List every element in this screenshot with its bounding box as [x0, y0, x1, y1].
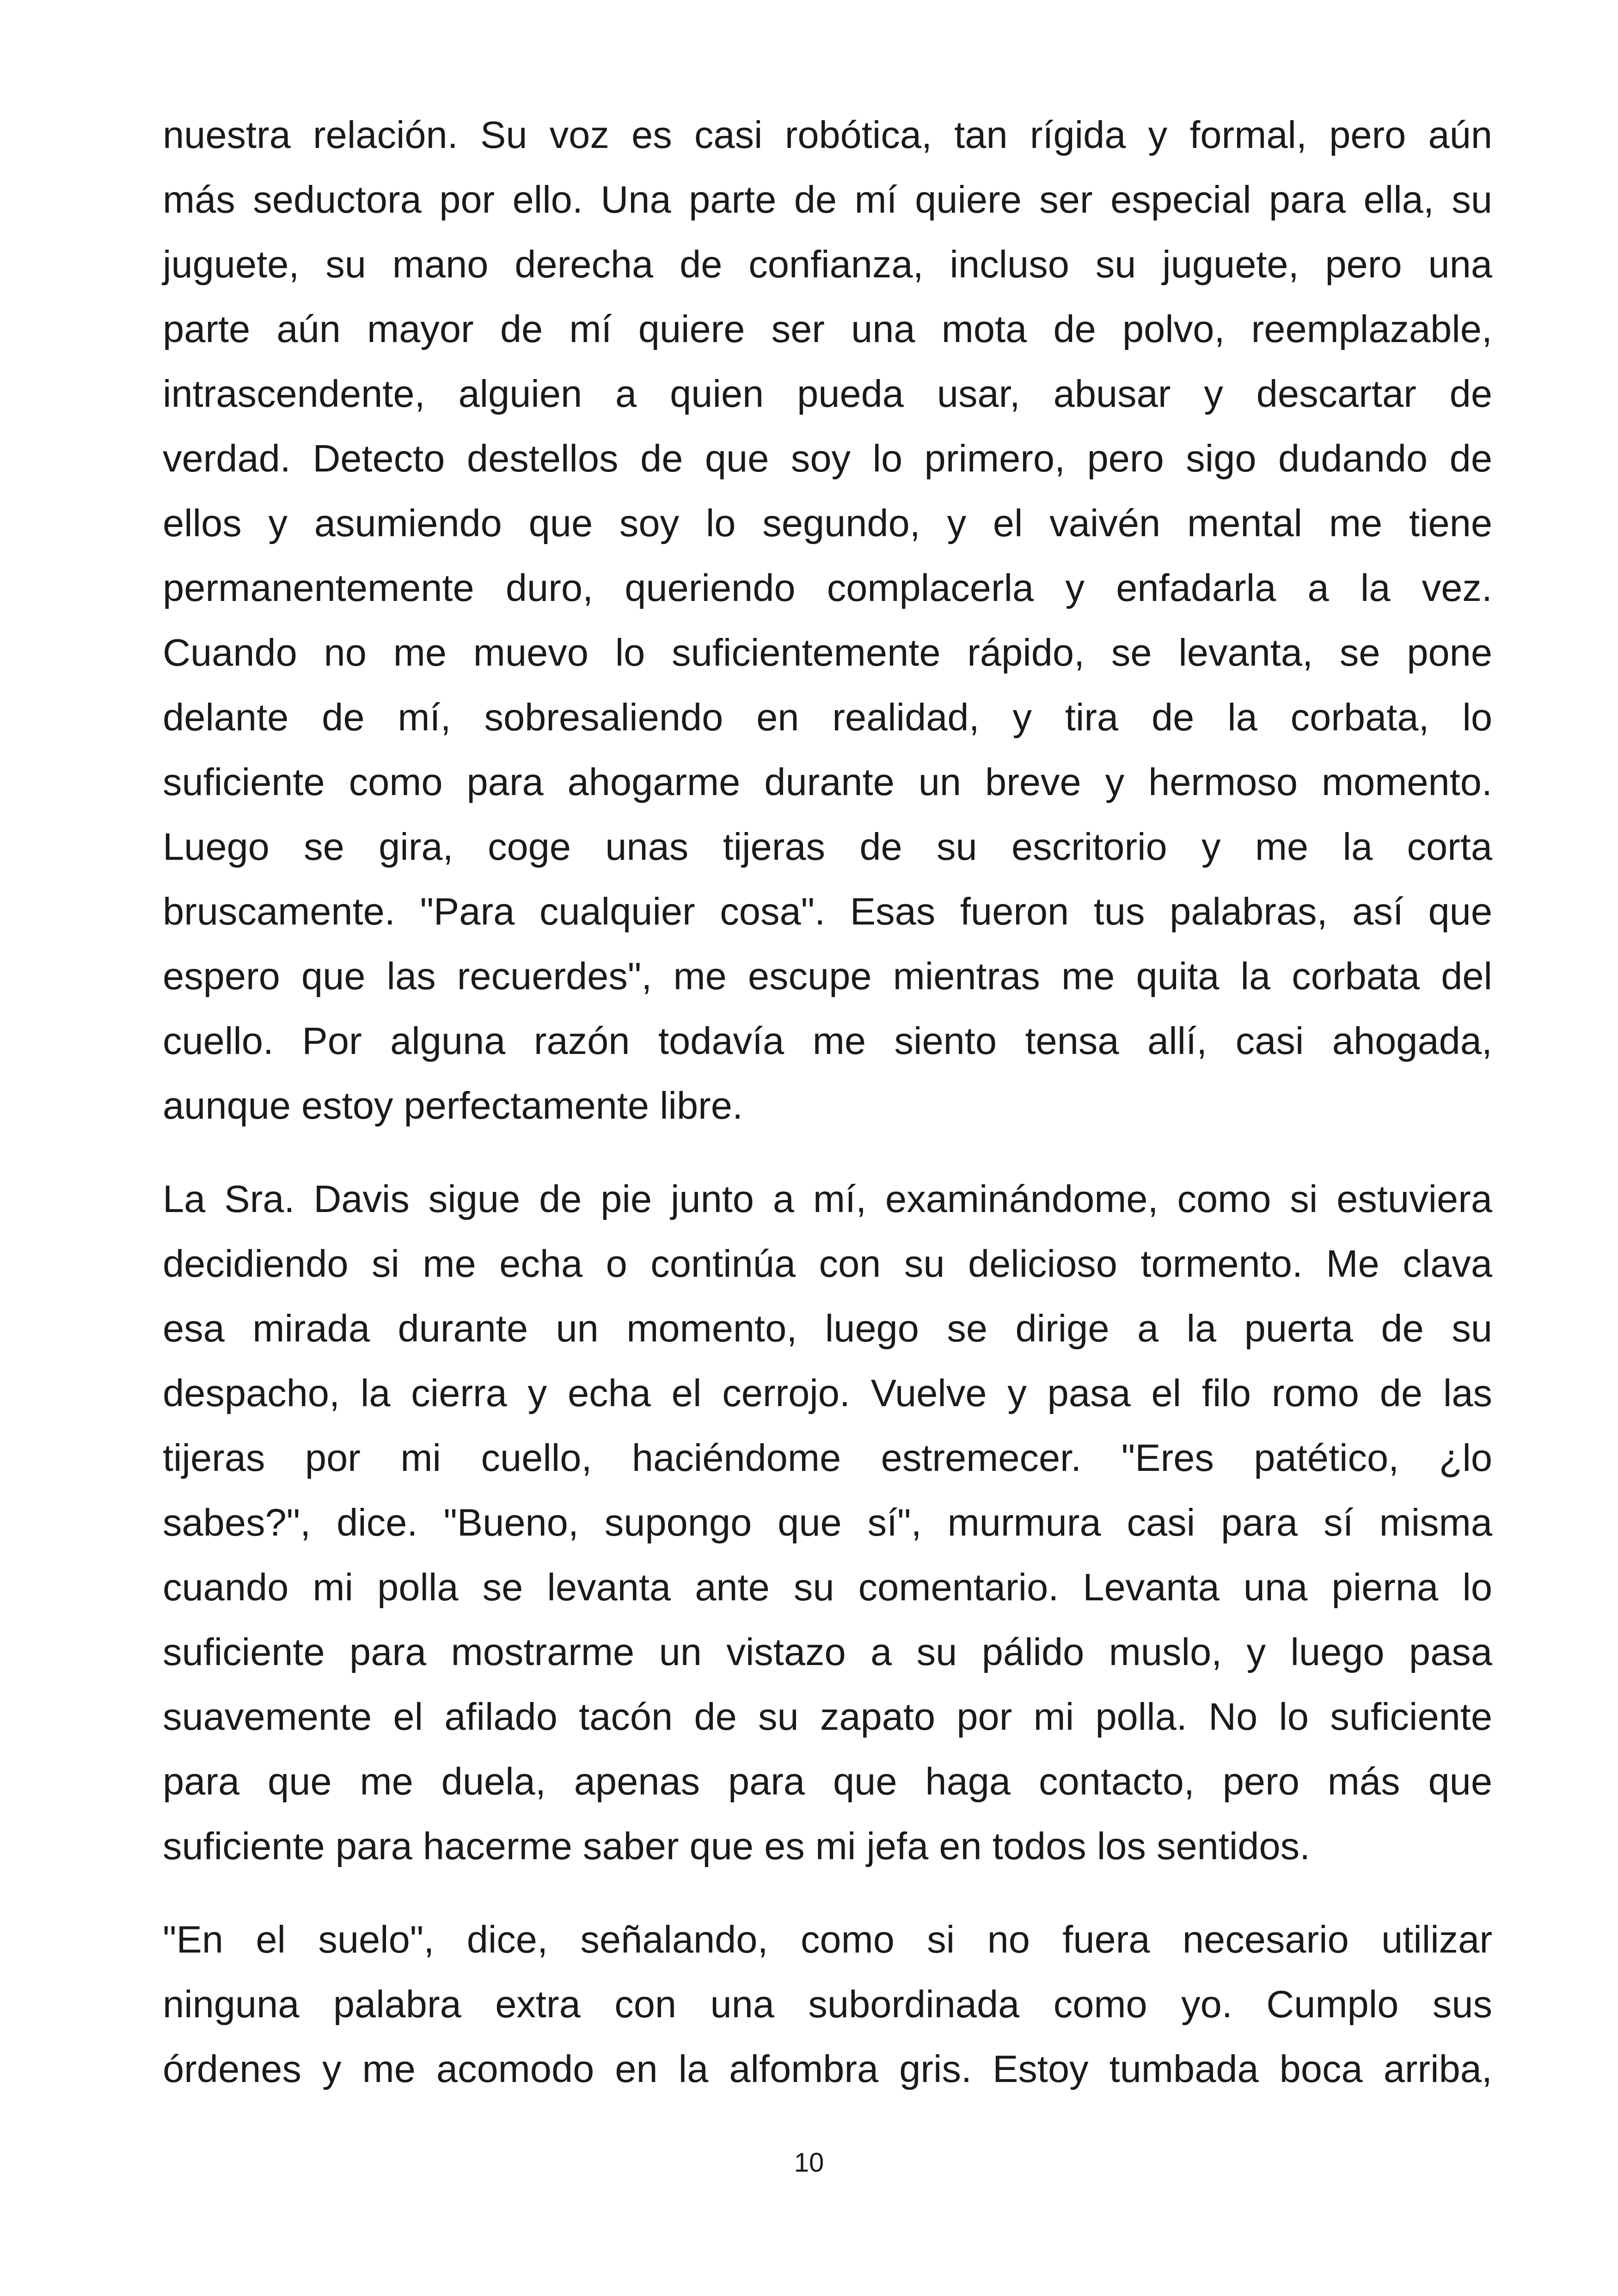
text-line: cuando mi polla se levanta ante su comentario. Levanta una pierna lo: [163, 1566, 1492, 1609]
paragraph: [163, 103, 1492, 1138]
text-line: suficiente como para ahogarme durante un breve y hermoso momento.: [163, 760, 1492, 803]
text-line: juguete, su mano derecha de confianza, incluso su juguete, pero una: [163, 243, 1492, 286]
text-line: órdenes y me acomodo en la alfombra gris. Estoy tumbada boca arriba,: [163, 2047, 1492, 2090]
text-line: ninguna palabra extra con una subordinada como yo. Cumplo sus: [163, 1983, 1492, 2026]
text-line: Luego se gira, coge unas tijeras de su escritorio y me la corta: [163, 825, 1492, 868]
text-line: suficiente para hacerme saber que es mi jefa en todos los sentidos.: [163, 1825, 1311, 1867]
text-line: bruscamente. "Para cualquier cosa". Esas fueron tus palabras, así que: [163, 890, 1492, 933]
text-line: nuestra relación. Su voz es casi robótica, tan rígida y formal, pero aún: [163, 113, 1492, 156]
text-line: aunque estoy perfectamente libre.: [163, 1084, 743, 1127]
text-line: suficiente para mostrarme un vistazo a su pálido muslo, y luego pasa: [163, 1630, 1492, 1673]
paragraph: [163, 1907, 1492, 2101]
text-line: parte aún mayor de mí quiere ser una mota de polvo, reemplazable,: [163, 307, 1492, 350]
text-line: despacho, la cierra y echa el cerrojo. Vuelve y pasa el filo romo de las: [163, 1371, 1492, 1414]
text-line: tijeras por mi cuello, haciéndome estremecer. "Eres patético, ¿lo: [163, 1436, 1492, 1479]
text-line: más seductora por ello. Una parte de mí quiere ser especial para ella, su: [163, 178, 1492, 221]
text-line: verdad. Detecto destellos de que soy lo primero, pero sigo dudando de: [163, 437, 1492, 480]
text-line: intrascendente, alguien a quien pueda usar, abusar y descartar de: [163, 372, 1492, 415]
text-line: espero que las recuerdes", me escupe mientras me quita la corbata del: [163, 955, 1492, 998]
text-line: cuello. Por alguna razón todavía me siento tensa allí, casi ahogada,: [163, 1019, 1492, 1062]
text-line: suavemente el afilado tacón de su zapato por mi polla. No lo suficiente: [163, 1695, 1492, 1738]
text-line: permanentemente duro, queriendo complacerla y enfadarla a la vez.: [163, 566, 1492, 609]
text-line: decidiendo si me echa o continúa con su delicioso tormento. Me clava: [163, 1242, 1492, 1285]
text-line: Cuando no me muevo lo suficientemente rápido, se levanta, se pone: [163, 631, 1492, 674]
text-line: para que me duela, apenas para que haga contacto, pero más que: [163, 1760, 1492, 1803]
text-line: ellos y asumiendo que soy lo segundo, y el vaivén mental me tiene: [163, 502, 1492, 545]
paragraph: [163, 1167, 1492, 1879]
text-line: delante de mí, sobresaliendo en realidad, y tira de la corbata, lo: [163, 696, 1492, 739]
text-line: esa mirada durante un momento, luego se dirige a la puerta de su: [163, 1307, 1492, 1350]
body-text: [163, 103, 1492, 2130]
text-line: La Sra. Davis sigue de pie junto a mí, examinándome, como si estuviera: [163, 1177, 1492, 1220]
text-line: "En el suelo", dice, señalando, como si no fuera necesario utilizar: [163, 1918, 1492, 1961]
text-line: sabes?", dice. "Bueno, supongo que sí", murmura casi para sí misma: [163, 1501, 1492, 1544]
page-number: 10: [794, 2148, 824, 2178]
